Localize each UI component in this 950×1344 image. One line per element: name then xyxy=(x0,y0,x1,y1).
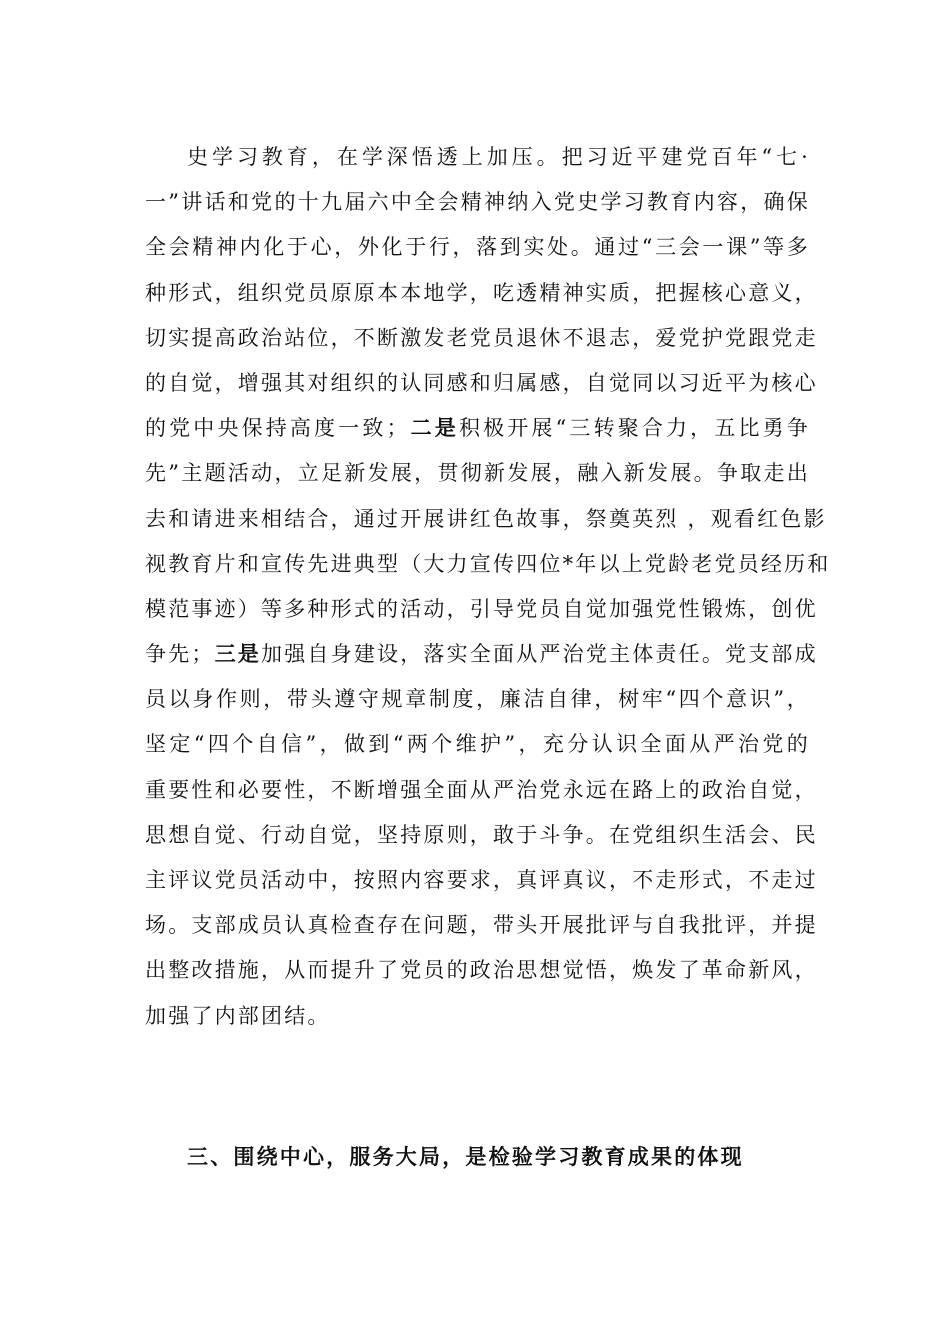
text-line: 模范事迹）等多种形式的活动，引导党员自觉加强党性锻炼，创优 xyxy=(145,596,818,621)
text-segment: 加强自身建设，落实全面从严治党主体责任。党支部成 xyxy=(261,642,818,667)
text-line: 场。支部成员认真检查存在问题，带头开展批评与自我批评，并提 xyxy=(145,913,818,938)
text-line: 出整改措施，从而提升了党员的政治思想觉悟，焕发了革命新风， xyxy=(145,958,818,983)
text-line: 去和请进来相结合，通过开展讲红色故事，祭奠英烈 ，观看红色影 xyxy=(145,506,827,531)
bold-term-second: 二是 xyxy=(409,416,459,441)
bold-term-third: 三是 xyxy=(214,642,262,667)
body-paragraph xyxy=(145,135,831,1039)
text-segment: 的党中央保持高度一致； xyxy=(145,416,410,441)
text-line: 重要性和必要性，不断增强全面从严治党永远在路上的政治自觉， xyxy=(145,777,818,802)
text-line: 全会精神内化于心，外化于行，落到实处。通过“三会一课”等多 xyxy=(145,235,810,260)
text-line: 主评议党员活动中，按照内容要求，真评真议，不走形式，不走过 xyxy=(145,868,818,892)
text-line: 员以身作则，带头遵守规章制度，廉洁自律，树牢“四个意识”， xyxy=(145,687,810,712)
text-line: 切实提高政治站位，不断激发老党员退休不退志，爱党护党跟党走 xyxy=(145,325,818,350)
section-heading: 三、围绕中心，服务大局，是检验学习教育成果的体现 xyxy=(187,1145,744,1169)
text-line: 思想自觉、行动自觉，坚持原则，敢于斗争。在党组织生活会、民 xyxy=(145,822,818,847)
text-line xyxy=(145,632,818,677)
text-line: 一”讲话和党的十九届六中全会精神纳入党史学习教育内容，确保 xyxy=(145,190,810,215)
text-line: 先”主题活动，立足新发展，贯彻新发展，融入新发展。争取走出 xyxy=(145,461,810,486)
text-line: 加强了内部团结。 xyxy=(145,1003,331,1028)
text-line: 种形式，组织党员原原本本地学，吃透精神实质，把握核心意义， xyxy=(145,280,818,305)
text-line: 史学习教育，在学深悟透上加压。把习近平建党百年“七· xyxy=(187,145,810,169)
text-segment: 争先； xyxy=(145,642,215,667)
text-line: 的自觉，增强其对组织的认同感和归属感，自觉同以习近平为核心 xyxy=(145,370,818,395)
text-line: 坚定“四个自信”，做到“两个维护”，充分认识全面从严治党的 xyxy=(145,732,810,757)
text-line: 视教育片和宣传先进典型（大力宣传四位*年以上党龄老党员经历和 xyxy=(145,551,831,576)
text-line xyxy=(145,406,810,451)
text-segment: 积极开展“三转聚合力，五比勇争 xyxy=(458,416,810,441)
